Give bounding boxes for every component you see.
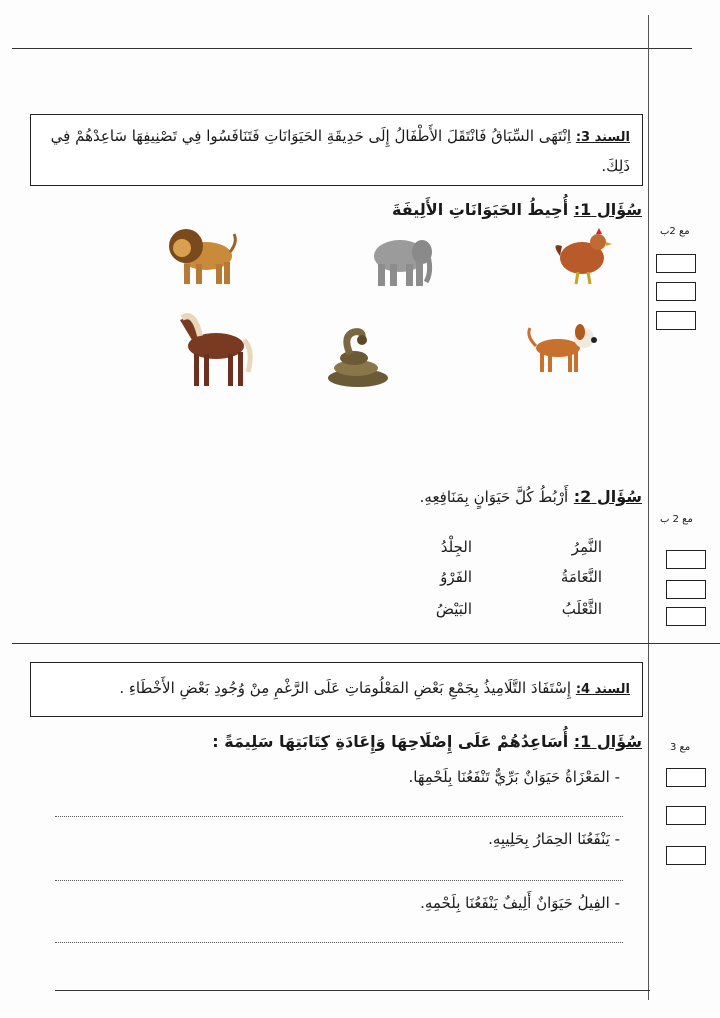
- q1a-label: سُؤَال 1:: [573, 200, 642, 219]
- horse-icon[interactable]: [170, 310, 256, 390]
- q2-score: مع 2 ب: [660, 514, 693, 525]
- q1b-label: سُؤَال 1:: [573, 732, 642, 751]
- wrong-sentence-2: - يَنْفَعُنَا الحِمَارُ بِحَلِيبِهِ.: [488, 830, 620, 848]
- sanad4-body: إِسْتَفَادَ التَّلَامِيذُ بِجَمْعِ بَعْضِ المَعْلُومَاتِ عَلَى الرَّغْمِ مِنْ وُجُودِ بَعْضِ الأَخْطَاءِ .: [119, 679, 572, 697]
- answer-line-3[interactable]: [55, 942, 623, 943]
- q1a-box-3[interactable]: [656, 311, 696, 330]
- sanad4-text: [40, 674, 630, 704]
- q2-box-2[interactable]: [666, 580, 706, 599]
- animal-word-3[interactable]: الثَّعْلَبُ: [561, 600, 602, 618]
- wrong-sentence-1: - المَعْزَاةُ حَيَوَانٌ بَرِّيٌّ تَنْفَعُنَا بِلَحْمِهَا.: [408, 768, 620, 786]
- sanad3-text: [45, 122, 630, 180]
- margin-rule: [648, 15, 649, 1000]
- q2-box-3[interactable]: [666, 607, 706, 626]
- dog-icon[interactable]: [524, 322, 602, 376]
- benefit-word-2[interactable]: الفَرْوُ: [440, 568, 472, 586]
- elephant-icon[interactable]: [360, 232, 436, 290]
- section-divider: [12, 643, 720, 644]
- rooster-icon[interactable]: [548, 226, 614, 288]
- q2-box-1[interactable]: [666, 550, 706, 569]
- animal-word-2[interactable]: النَّعَامَةُ: [560, 568, 602, 586]
- q2-heading: [420, 487, 642, 506]
- sanad3-label: السند 3:: [575, 130, 630, 145]
- lion-icon[interactable]: [162, 222, 238, 288]
- q2-label: سُؤَال 2:: [573, 487, 642, 506]
- q1a-text: أُحِيطُ الحَيَوَانَاتِ الأَلِيفَةَ: [392, 200, 569, 219]
- q1b-heading: [212, 732, 642, 751]
- q1b-text: أُسَاعِدُهُمْ عَلَى إِصْلَاحِهَا وَإِعَادَةِ كِتَابَتِهَا سَلِيمَةً :: [212, 732, 569, 751]
- q1a-score: مع 2ب: [660, 226, 690, 237]
- benefit-word-1[interactable]: الجِلْدُ: [440, 538, 472, 556]
- bottom-rule: [55, 990, 650, 991]
- q1b-box-3[interactable]: [666, 846, 706, 865]
- animal-word-1[interactable]: النَّمِرُ: [571, 538, 602, 556]
- q1b-box-1[interactable]: [666, 768, 706, 787]
- q1a-heading: [392, 200, 642, 219]
- q1b-score: مع 3: [670, 742, 691, 753]
- q1a-box-1[interactable]: [656, 254, 696, 273]
- q2-text: أَرْبُطُ كُلَّ حَيَوَانٍ بِمَنَافِعِهِ.: [419, 488, 569, 506]
- answer-line-1[interactable]: [55, 816, 623, 817]
- snake-icon[interactable]: [320, 326, 394, 390]
- benefit-word-3[interactable]: البَيْضُ: [435, 600, 472, 618]
- q1b-box-2[interactable]: [666, 806, 706, 825]
- answer-line-2[interactable]: [55, 880, 623, 881]
- top-rule: [12, 48, 692, 49]
- sanad4-label: السند 4:: [575, 682, 630, 697]
- sanad3-body: اِنْتَهَى السِّبَاقُ فَانْتَقَلَ الأَطْفَالُ إِلَى حَدِيقَةِ الحَيَوَانَاتِ فَتَنَافَسُوا فِي تَصْنِيفِهَا سَاعِدْهُمْ فِي ذَلِكَ.: [50, 127, 630, 175]
- wrong-sentence-3: - الفِيلُ حَيَوَانٌ أَلِيفٌ يَنْفَعُنَا بِلَحْمِهِ.: [420, 894, 620, 912]
- q1a-box-2[interactable]: [656, 282, 696, 301]
